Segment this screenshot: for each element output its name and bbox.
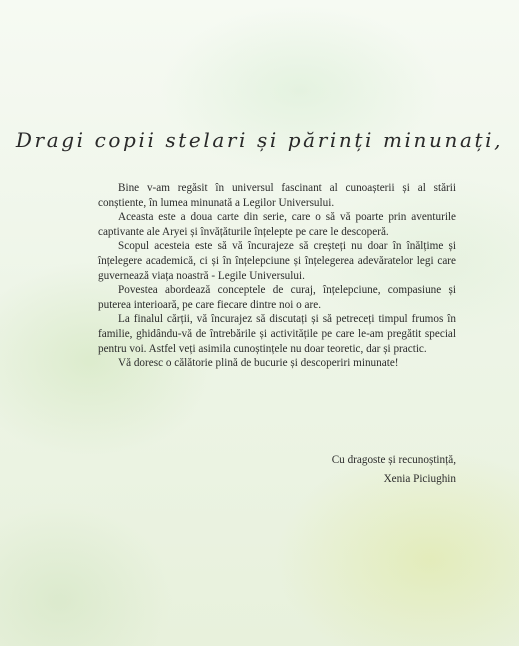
signature-author: Xenia Piciughin [383,473,456,485]
signature-closing: Cu dragoste și recunoștință, [331,454,456,466]
paragraph: Scopul acesteia este să vă încurajeze să creșteți nu doar în înălțime și înțelegere academică, ci și în înțelepciune și înțelegerea adevăratelor legi care guvernează viața noastră - Legile Universului. [98,240,456,282]
paragraph: Aceasta este a doua carte din serie, care o să vă poarte prin aventurile captivante ale Aryei și învățăturile înțelepte pe care le descoperă. [98,211,456,238]
letter-body [98,181,456,371]
paragraph: Bine v-am regăsit în universul fascinant al cunoașterii și al stării conștiente, în lumea minunată a Legilor Universului. [98,182,456,209]
letter-heading: Dragi copii stelari și părinți minunați, [15,128,504,152]
paragraph: La finalul cărții, vă încurajez să discutați și să petreceți timpul frumos în familie, ghidându-vă de întrebările și activitățile pe care le-am pregătit special pentru voi. Astfel veți asimila cunoștințele nu doar teoretic, dar și practic. [98,313,456,355]
paragraph: Povestea abordează conceptele de curaj, înțelepciune, compasiune și puterea interioară, pe care fiecare dintre noi o are. [98,284,456,311]
signature-block [332,451,456,489]
paragraph: Vă doresc o călătorie plină de bucurie și descoperiri minunate! [118,357,399,370]
